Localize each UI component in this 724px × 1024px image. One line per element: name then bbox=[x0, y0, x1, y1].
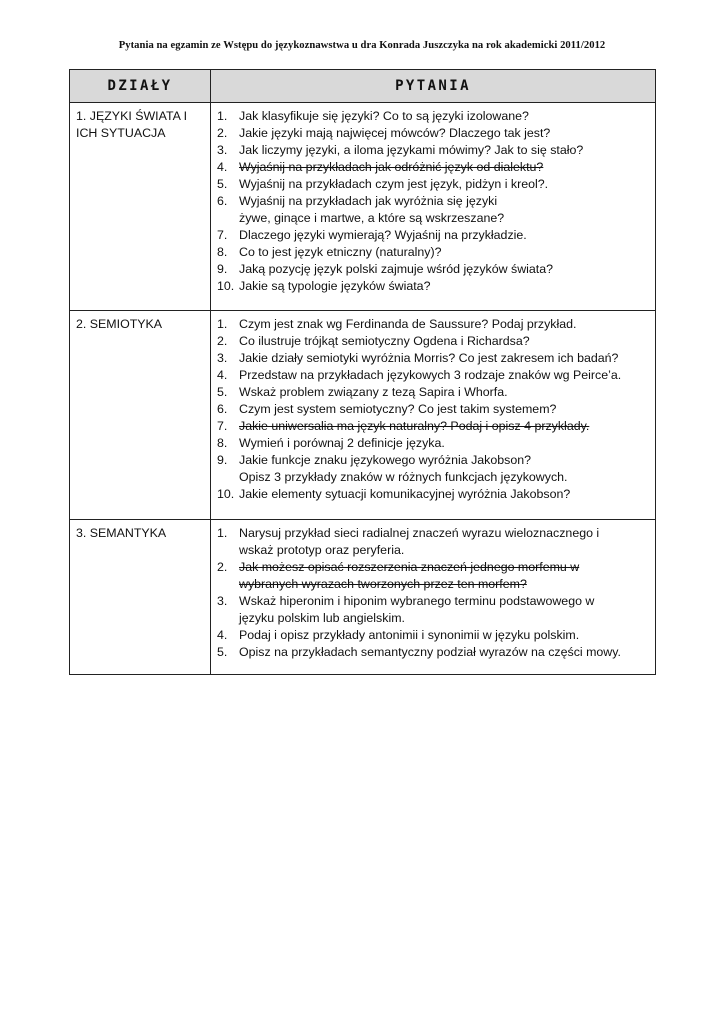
question-item bbox=[217, 261, 649, 278]
section-row bbox=[70, 520, 656, 675]
question-number: 5. bbox=[217, 645, 228, 659]
question-number: 1. bbox=[217, 317, 228, 331]
question-number: 1. bbox=[217, 109, 228, 123]
question-text: Jakie funkcje znaku językowego wyróżnia Jakobson? Opisz 3 przykłady znaków w różnych funkcjach językowych. bbox=[239, 453, 568, 484]
question-item bbox=[217, 401, 649, 418]
question-number: 10. bbox=[217, 279, 235, 293]
section-name: 3. SEMANTYKA bbox=[70, 520, 211, 675]
question-number: 5. bbox=[217, 177, 228, 191]
question-item bbox=[217, 452, 649, 486]
question-number: 4. bbox=[217, 160, 228, 174]
question-text: Jakie uniwersalia ma język naturalny? Podaj i opisz 4 przykłady. bbox=[239, 419, 590, 433]
question-number: 7. bbox=[217, 228, 228, 242]
question-item bbox=[217, 227, 649, 244]
question-text: Dlaczego języki wymierają? Wyjaśnij na przykładzie. bbox=[239, 228, 527, 242]
question-item bbox=[217, 159, 649, 176]
question-text: Jaką pozycję język polski zajmuje wśród języków świata? bbox=[239, 262, 554, 276]
question-item bbox=[217, 627, 649, 644]
question-item bbox=[217, 350, 649, 367]
question-number: 2. bbox=[217, 560, 228, 574]
section-name: 1. JĘZYKI ŚWIATA I ICH SYTUACJA bbox=[70, 103, 211, 311]
question-text: Narysuj przykład sieci radialnej znaczeń wyrazu wieloznacznego i wskaż prototyp oraz peryferia. bbox=[239, 526, 600, 557]
question-item bbox=[217, 418, 649, 435]
question-text: Co ilustruje trójkąt semiotyczny Ogdena i Richardsa? bbox=[239, 334, 530, 348]
question-text: Podaj i opisz przykłady antonimii i synonimii w języku polskim. bbox=[239, 628, 580, 642]
question-text: Opisz na przykładach semantyczny podział wyrazów na części mowy. bbox=[239, 645, 621, 659]
section-name: 2. SEMIOTYKA bbox=[70, 311, 211, 520]
question-number: 4. bbox=[217, 368, 228, 382]
question-number: 3. bbox=[217, 351, 228, 365]
exam-questions-table bbox=[69, 69, 656, 675]
question-text: Wymień i porównaj 2 definicje języka. bbox=[239, 436, 445, 450]
question-item bbox=[217, 644, 649, 661]
question-item bbox=[217, 278, 649, 295]
section-row bbox=[70, 311, 656, 520]
question-number: 9. bbox=[217, 453, 228, 467]
question-number: 5. bbox=[217, 385, 228, 399]
questions-header: PYTANIA bbox=[211, 70, 656, 103]
question-item bbox=[217, 486, 649, 503]
question-item bbox=[217, 367, 649, 384]
question-number: 8. bbox=[217, 436, 228, 450]
question-text: Wyjaśnij na przykładach jak odróżnić język od dialektu? bbox=[239, 160, 544, 174]
question-text: Jak klasyfikuje się języki? Co to są języki izolowane? bbox=[239, 109, 529, 123]
question-text: Jakie elementy sytuacji komunikacyjnej wyróżnia Jakobson? bbox=[239, 487, 571, 501]
question-item bbox=[217, 244, 649, 261]
question-number: 7. bbox=[217, 419, 228, 433]
question-text: Czym jest znak wg Ferdinanda de Saussure? Podaj przykład. bbox=[239, 317, 577, 331]
question-item bbox=[217, 435, 649, 452]
question-item bbox=[217, 333, 649, 350]
question-item bbox=[217, 193, 649, 227]
question-item bbox=[217, 559, 649, 593]
question-cell bbox=[211, 103, 656, 311]
question-item bbox=[217, 125, 649, 142]
sections-header: DZIAŁY bbox=[70, 70, 211, 103]
question-number: 3. bbox=[217, 594, 228, 608]
question-number: 4. bbox=[217, 628, 228, 642]
question-text: Przedstaw na przykładach językowych 3 rodzaje znaków wg Peirce’a. bbox=[239, 368, 622, 382]
question-text: Wyjaśnij na przykładach jak wyróżnia się języki żywe, ginące i martwe, a które są wskrzeszane? bbox=[239, 194, 505, 225]
question-number: 6. bbox=[217, 402, 228, 416]
question-text: Jak liczymy języki, a iloma językami mówimy? Jak to się stało? bbox=[239, 143, 584, 157]
question-item bbox=[217, 142, 649, 159]
header-row bbox=[70, 70, 656, 103]
question-list bbox=[217, 108, 649, 295]
question-cell bbox=[211, 520, 656, 675]
document-title: Pytania na egzamin ze Wstępu do językoznawstwa u dra Konrada Juszczyka na rok akademicki 2011/2012 bbox=[118, 40, 606, 51]
question-number: 3. bbox=[217, 143, 228, 157]
question-number: 1. bbox=[217, 526, 228, 540]
question-item bbox=[217, 593, 649, 627]
question-item bbox=[217, 176, 649, 193]
question-text: Jak możesz opisać rozszerzenia znaczeń jednego morfemu w wybranych wyrazach tworzonych przez ten morfem? bbox=[239, 560, 580, 591]
question-text: Wskaż hiperonim i hiponim wybranego terminu podstawowego w języku polskim lub angielskim. bbox=[239, 594, 595, 625]
question-text: Czym jest system semiotyczny? Co jest takim systemem? bbox=[239, 402, 557, 416]
question-text: Jakie działy semiotyki wyróżnia Morris? Co jest zakresem ich badań? bbox=[239, 351, 619, 365]
question-number: 2. bbox=[217, 126, 228, 140]
question-list bbox=[217, 525, 649, 661]
question-text: Jakie języki mają najwięcej mówców? Dlaczego tak jest? bbox=[239, 126, 551, 140]
question-number: 6. bbox=[217, 194, 228, 208]
question-list bbox=[217, 316, 649, 503]
question-text: Jakie są typologie języków świata? bbox=[239, 279, 431, 293]
question-cell bbox=[211, 311, 656, 520]
question-number: 2. bbox=[217, 334, 228, 348]
section-row bbox=[70, 103, 656, 311]
question-number: 10. bbox=[217, 487, 235, 501]
question-text: Wyjaśnij na przykładach czym jest język, pidżyn i kreol?. bbox=[239, 177, 549, 191]
question-item bbox=[217, 108, 649, 125]
question-item bbox=[217, 384, 649, 401]
question-item bbox=[217, 525, 649, 559]
question-item bbox=[217, 316, 649, 333]
question-number: 9. bbox=[217, 262, 228, 276]
question-text: Wskaż problem związany z tezą Sapira i Whorfa. bbox=[239, 385, 508, 399]
question-text: Co to jest język etniczny (naturalny)? bbox=[239, 245, 442, 259]
question-number: 8. bbox=[217, 245, 228, 259]
